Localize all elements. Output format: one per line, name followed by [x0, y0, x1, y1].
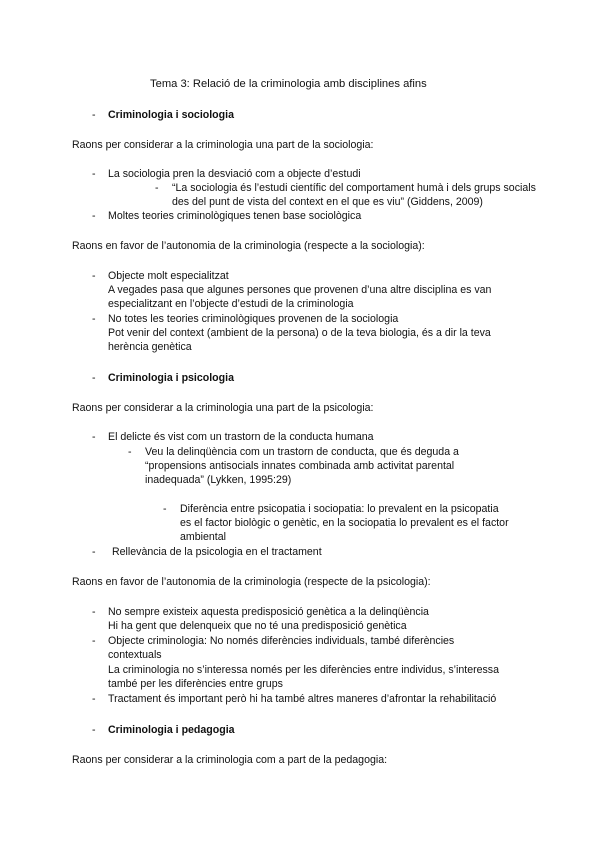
- paragraph: Raons per considerar a la criminologia una part de la psicologia:: [72, 402, 374, 414]
- list-item: El delicte és vist com un trastorn de la conducta humana: [108, 431, 374, 443]
- list-bullet: -: [92, 210, 96, 222]
- list-bullet: -: [155, 182, 159, 194]
- section-bullet: -: [92, 109, 96, 121]
- section-heading-sociologia: Criminologia i sociologia: [108, 109, 234, 121]
- list-bullet: -: [92, 693, 96, 705]
- section-heading-psicologia: Criminologia i psicologia: [108, 372, 234, 384]
- list-item: Rellevància de la psicologia en el tractament: [112, 546, 322, 558]
- list-bullet: -: [92, 313, 96, 325]
- list-item-cont: La criminologia no s’interessa només per les diferències entre individus, s’interessa: [108, 664, 499, 676]
- list-item: Objecte criminologia: No només diferències individuals, també diferències: [108, 635, 455, 647]
- list-item-cont: Pot venir del context (ambient de la persona) o de la teva biologia, és a dir la teva: [108, 327, 491, 339]
- list-item-sub: Veu la delinqüència com un trastorn de conducta, que és deguda a: [145, 446, 459, 458]
- list-bullet: -: [92, 546, 96, 558]
- section-bullet: -: [92, 724, 96, 736]
- list-item: Objecte molt especialitzat: [108, 270, 229, 282]
- list-item-subsub: Diferència entre psicopatia i sociopatia: lo prevalent en la psicopatia: [180, 503, 499, 515]
- list-bullet: -: [92, 168, 96, 180]
- list-item-cont: herència genètica: [108, 341, 192, 353]
- paragraph: Raons per considerar a la criminologia com a part de la pedagogia:: [72, 754, 388, 766]
- paragraph: Raons en favor de l’autonomia de la criminologia (respecte a la sociologia):: [72, 240, 425, 252]
- section-heading-pedagogia: Criminologia i pedagogia: [108, 724, 235, 736]
- list-item: Tractament és important però hi ha també altres maneres d’afrontar la rehabilitació: [108, 693, 497, 705]
- paragraph: Raons per considerar a la criminologia una part de la sociologia:: [72, 139, 374, 151]
- list-item-quote: “La sociologia és l’estudi científic del comportament humà i dels grups socials: [172, 182, 536, 194]
- paragraph: Raons en favor de l’autonomia de la criminologia (respecte de la psicologia):: [72, 576, 431, 588]
- list-bullet: -: [92, 635, 96, 647]
- list-bullet: -: [163, 503, 167, 515]
- section-bullet: -: [92, 372, 96, 384]
- list-item-cont: especialitzant en l’objecte d’estudi de la criminologia: [108, 298, 354, 310]
- list-item-cont: Hi ha gent que delenqueix que no té una predisposició genètica: [108, 620, 407, 632]
- list-item: No totes les teories criminològiques provenen de la sociologia: [108, 313, 399, 325]
- list-item-sub-cont: inadequada” (Lykken, 1995:29): [145, 474, 292, 486]
- list-item-subsub-cont: ambiental: [180, 531, 226, 543]
- page-title: Tema 3: Relació de la criminologia amb disciplines afins: [150, 78, 427, 90]
- list-bullet: -: [92, 606, 96, 618]
- list-item-quote-cont: des del punt de vista del context en el que es viu” (Giddens, 2009): [172, 196, 483, 208]
- list-item-cont: contextuals: [108, 649, 162, 661]
- list-bullet: -: [92, 431, 96, 443]
- list-item-cont: també per les diferències entre grups: [108, 678, 283, 690]
- list-item: La sociologia pren la desviació com a objecte d’estudi: [108, 168, 361, 180]
- list-item-subsub-cont: es el factor biològic o genètic, en la sociopatia lo prevalent es el factor: [180, 517, 509, 529]
- list-bullet: -: [92, 270, 96, 282]
- list-bullet: -: [128, 446, 132, 458]
- list-item: No sempre existeix aquesta predisposició genètica a la delinqüència: [108, 606, 429, 618]
- list-item-sub-cont: “propensions antisocials innates combinada amb activitat parental: [145, 460, 455, 472]
- list-item: Moltes teories criminològiques tenen base sociològica: [108, 210, 362, 222]
- list-item-cont: A vegades pasa que algunes persones que provenen d’una altre disciplina es van: [108, 284, 492, 296]
